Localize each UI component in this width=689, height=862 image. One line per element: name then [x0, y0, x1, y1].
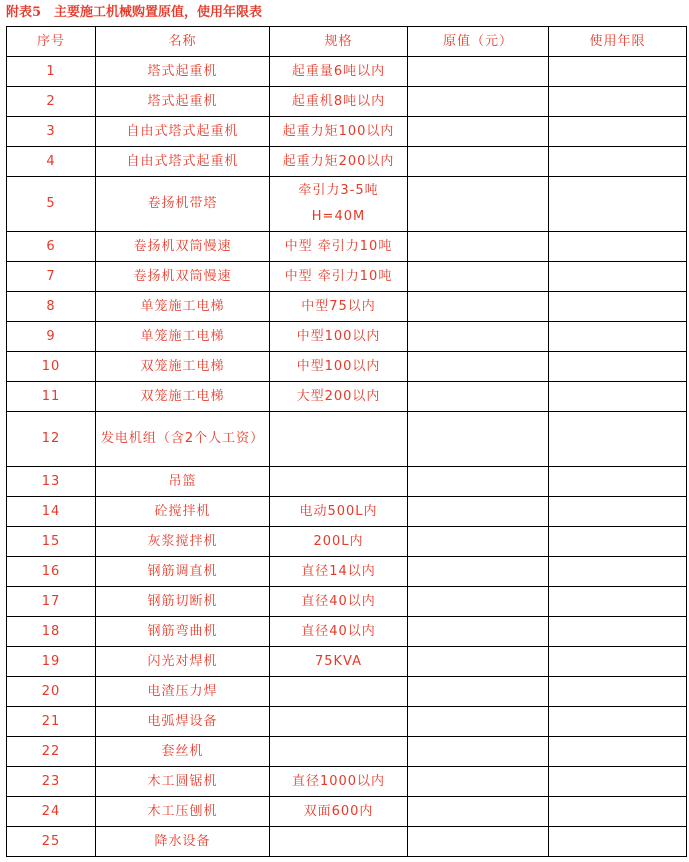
cell-life — [549, 677, 687, 707]
cell-value — [408, 647, 549, 677]
cell-name: 降水设备 — [96, 827, 270, 857]
cell-name: 自由式塔式起重机 — [96, 147, 270, 177]
cell-no: 16 — [7, 557, 96, 587]
cell-value — [408, 587, 549, 617]
cell-spec: 75KVA — [270, 647, 408, 677]
cell-name: 塔式起重机 — [96, 57, 270, 87]
table-row — [7, 412, 687, 467]
table-row — [7, 57, 687, 87]
header-no: 序号 — [7, 27, 96, 57]
cell-no: 6 — [7, 232, 96, 262]
cell-name: 灰浆搅拌机 — [96, 527, 270, 557]
cell-no: 8 — [7, 292, 96, 322]
cell-value — [408, 147, 549, 177]
cell-no: 4 — [7, 147, 96, 177]
cell-value — [408, 767, 549, 797]
cell-name: 卷扬机带塔 — [96, 177, 270, 232]
table-row — [7, 617, 687, 647]
cell-name: 自由式塔式起重机 — [96, 117, 270, 147]
table-row — [7, 467, 687, 497]
cell-value — [408, 467, 549, 497]
cell-no: 24 — [7, 797, 96, 827]
cell-no: 15 — [7, 527, 96, 557]
cell-no: 7 — [7, 262, 96, 292]
table-row — [7, 557, 687, 587]
cell-spec: 直径40以内 — [270, 587, 408, 617]
cell-value — [408, 412, 549, 467]
cell-no: 18 — [7, 617, 96, 647]
cell-life — [549, 527, 687, 557]
cell-name: 双笼施工电梯 — [96, 352, 270, 382]
table-row — [7, 232, 687, 262]
cell-name: 电弧焊设备 — [96, 707, 270, 737]
cell-no: 25 — [7, 827, 96, 857]
cell-spec: 起重力矩100以内 — [270, 117, 408, 147]
cell-spec: 直径1000以内 — [270, 767, 408, 797]
table-row — [7, 497, 687, 527]
cell-name: 卷扬机双筒慢速 — [96, 232, 270, 262]
cell-life — [549, 707, 687, 737]
cell-name: 双笼施工电梯 — [96, 382, 270, 412]
cell-spec: 直径14以内 — [270, 557, 408, 587]
machinery-table — [6, 26, 687, 857]
cell-life — [549, 797, 687, 827]
cell-no: 10 — [7, 352, 96, 382]
table-row — [7, 382, 687, 412]
cell-value — [408, 352, 549, 382]
cell-value — [408, 497, 549, 527]
cell-life — [549, 467, 687, 497]
cell-value — [408, 177, 549, 232]
table-row — [7, 827, 687, 857]
cell-life — [549, 767, 687, 797]
table-row — [7, 352, 687, 382]
header-life: 使用年限 — [549, 27, 687, 57]
cell-life — [549, 57, 687, 87]
header-spec: 规格 — [270, 27, 408, 57]
cell-spec: 200L内 — [270, 527, 408, 557]
cell-life — [549, 587, 687, 617]
cell-no: 22 — [7, 737, 96, 767]
table-row — [7, 87, 687, 117]
cell-spec — [270, 677, 408, 707]
cell-value — [408, 527, 549, 557]
cell-spec: 中型100以内 — [270, 322, 408, 352]
table-row — [7, 587, 687, 617]
cell-value — [408, 322, 549, 352]
cell-value — [408, 87, 549, 117]
cell-life — [549, 617, 687, 647]
table-row — [7, 322, 687, 352]
cell-no: 1 — [7, 57, 96, 87]
cell-spec — [270, 707, 408, 737]
cell-no: 19 — [7, 647, 96, 677]
cell-life — [549, 322, 687, 352]
cell-name: 钢筋弯曲机 — [96, 617, 270, 647]
table-row — [7, 262, 687, 292]
cell-name: 木工压刨机 — [96, 797, 270, 827]
cell-life — [549, 557, 687, 587]
cell-life — [549, 497, 687, 527]
cell-name: 砼搅拌机 — [96, 497, 270, 527]
cell-name: 吊篮 — [96, 467, 270, 497]
cell-spec: 电动500L内 — [270, 497, 408, 527]
cell-spec: 直径40以内 — [270, 617, 408, 647]
cell-spec: 中型75以内 — [270, 292, 408, 322]
cell-value — [408, 707, 549, 737]
cell-no: 17 — [7, 587, 96, 617]
table-row — [7, 527, 687, 557]
table-row — [7, 292, 687, 322]
cell-name: 塔式起重机 — [96, 87, 270, 117]
cell-no: 13 — [7, 467, 96, 497]
cell-spec — [270, 737, 408, 767]
cell-value — [408, 827, 549, 857]
cell-value — [408, 617, 549, 647]
cell-spec: 中型 牵引力10吨 — [270, 232, 408, 262]
cell-no: 3 — [7, 117, 96, 147]
cell-spec: 起重力矩200以内 — [270, 147, 408, 177]
cell-value — [408, 557, 549, 587]
header-name: 名称 — [96, 27, 270, 57]
cell-name: 单笼施工电梯 — [96, 322, 270, 352]
table-row — [7, 767, 687, 797]
cell-name: 套丝机 — [96, 737, 270, 767]
cell-life — [549, 382, 687, 412]
cell-no: 9 — [7, 322, 96, 352]
cell-life — [549, 292, 687, 322]
cell-name: 钢筋调直机 — [96, 557, 270, 587]
cell-value — [408, 232, 549, 262]
cell-value — [408, 797, 549, 827]
cell-spec: 中型100以内 — [270, 352, 408, 382]
cell-life — [549, 737, 687, 767]
cell-spec: 起重机8吨以内 — [270, 87, 408, 117]
cell-spec: 双面600内 — [270, 797, 408, 827]
cell-life — [549, 147, 687, 177]
cell-value — [408, 292, 549, 322]
table-row — [7, 797, 687, 827]
cell-life — [549, 177, 687, 232]
cell-no: 12 — [7, 412, 96, 467]
cell-name: 电渣压力焊 — [96, 677, 270, 707]
cell-no: 21 — [7, 707, 96, 737]
cell-spec — [270, 412, 408, 467]
cell-no: 14 — [7, 497, 96, 527]
table-row — [7, 177, 687, 232]
cell-life — [549, 412, 687, 467]
table-row — [7, 647, 687, 677]
table-row — [7, 147, 687, 177]
header-value: 原值（元） — [408, 27, 549, 57]
cell-value — [408, 117, 549, 147]
cell-name: 钢筋切断机 — [96, 587, 270, 617]
cell-name: 发电机组（含2个人工资） — [96, 412, 270, 467]
table-row — [7, 737, 687, 767]
cell-spec: 中型 牵引力10吨 — [270, 262, 408, 292]
cell-value — [408, 737, 549, 767]
cell-life — [549, 117, 687, 147]
cell-life — [549, 352, 687, 382]
cell-value — [408, 262, 549, 292]
cell-name: 卷扬机双筒慢速 — [96, 262, 270, 292]
cell-life — [549, 647, 687, 677]
cell-value — [408, 57, 549, 87]
table-row — [7, 677, 687, 707]
cell-name: 单笼施工电梯 — [96, 292, 270, 322]
table-row — [7, 707, 687, 737]
cell-spec: 起重量6吨以内 — [270, 57, 408, 87]
table-caption: 附表5 主要施工机械购置原值，使用年限表 — [6, 5, 263, 20]
cell-no: 20 — [7, 677, 96, 707]
cell-spec — [270, 467, 408, 497]
cell-name: 木工圆锯机 — [96, 767, 270, 797]
cell-life — [549, 827, 687, 857]
cell-life — [549, 87, 687, 117]
cell-spec: 牵引力3-5吨 H=40M — [270, 177, 408, 232]
cell-value — [408, 677, 549, 707]
cell-life — [549, 232, 687, 262]
cell-value — [408, 382, 549, 412]
cell-no: 2 — [7, 87, 96, 117]
table-row — [7, 117, 687, 147]
cell-spec — [270, 827, 408, 857]
cell-no: 11 — [7, 382, 96, 412]
cell-life — [549, 262, 687, 292]
cell-spec: 大型200以内 — [270, 382, 408, 412]
cell-no: 23 — [7, 767, 96, 797]
table-header-row — [7, 27, 687, 57]
cell-name: 闪光对焊机 — [96, 647, 270, 677]
cell-no: 5 — [7, 177, 96, 232]
